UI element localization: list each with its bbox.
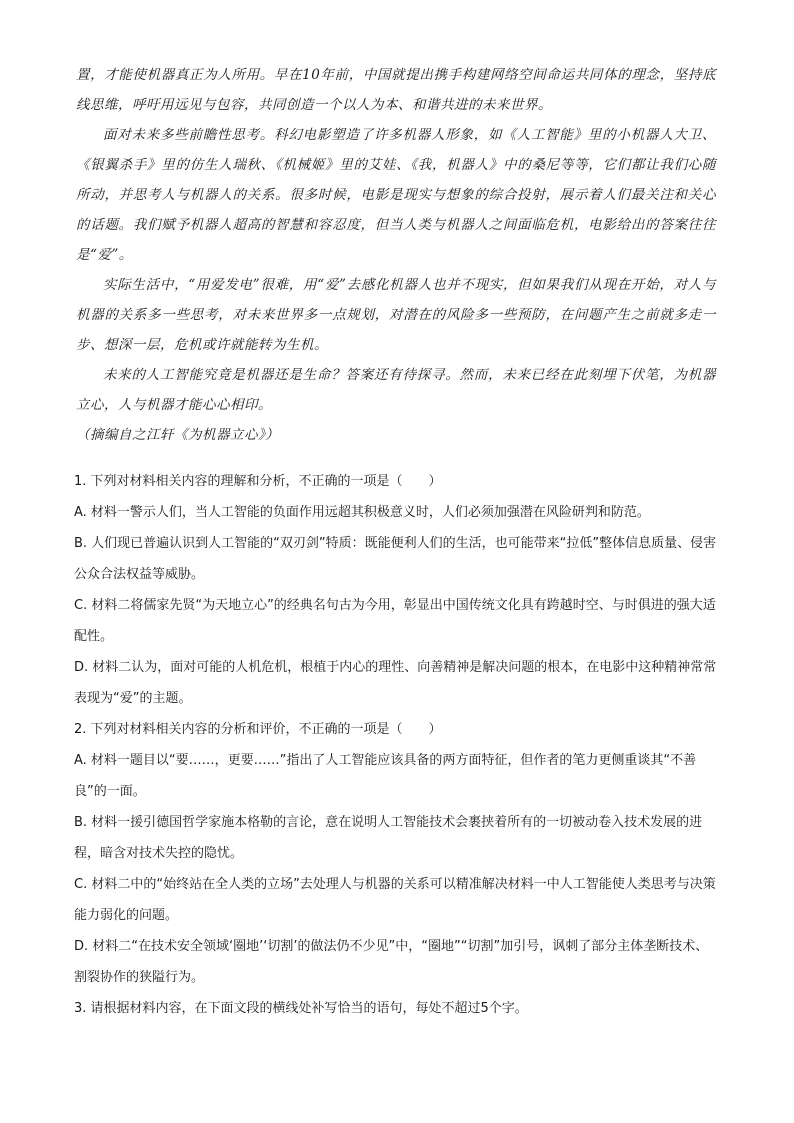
option-c: C. 材料二将儒家先贤“为天地立心”的经典名句古为今用，彰显出中国传统文化具有跨越时空、与时俱进的强大适配性。	[74, 598, 716, 644]
option-b: B. 人们现已普遍认识到人工智能的“双刃剑”特质：既能便利人们的生活，也可能带来“拉低”整体信息质量、侵害公众合法权益等威胁。	[74, 536, 717, 582]
option-d: D. 材料二“在技术安全领域‘圈地’‘切割’的做法仍不少见”中，“圈地”“切割”加引号，讽刺了部分主体垄断技术、割裂协作的狭隘行为。	[74, 939, 709, 985]
option-b: B. 材料一援引德国哲学家施本格勒的言论，意在说明人工智能技术会裹挟着所有的一切被动卷入技术发展的进程，暗含对技术失控的隐忧。	[74, 815, 703, 861]
passage-source: （摘编自之江轩《为机器立心》）	[76, 427, 280, 443]
passage-paragraph: 面对未来多些前瞻性思考。科幻电影塑造了许多机器人形象，如《人工智能》里的小机器人大卫、《银翼杀手》里的仿生人瑞秋、《机械姬》里的艾娃、《我，机器人》中的桑尼等等，它们都让我们心随所动，并思考人与机器人的关系。很多时候，电影是现实与想象的综合投射，展示着人们最关注和关心的话题。我们赋予机器人超高的智慧和容忍度，但当人类与机器人之间面临危机，电影给出的答案往往是“爱”。	[76, 127, 716, 263]
reading-passage	[76, 60, 716, 450]
question-1	[74, 466, 720, 714]
passage-paragraph: 未来的人工智能究竟是机器还是生命？答案还有待探寻。然而，未来已经在此刻埋下伏笔，为机器立心，人与机器才能心心相印。	[76, 367, 716, 413]
option-a: A. 材料一警示人们，当人工智能的负面作用远超其积极意义时，人们必须加强潜在风险研判和防范。	[74, 505, 650, 520]
question-stem: 2. 下列对材料相关内容的分析和评价，不正确的一项是（ ）	[74, 722, 442, 737]
question-stem: 1. 下列对材料相关内容的理解和分析，不正确的一项是（ ）	[74, 474, 442, 489]
question-stem: 3. 请根据材料内容，在下面文段的横线处补写恰当的语句，每处不超过5个字。	[74, 1001, 528, 1016]
question-3	[74, 993, 720, 1024]
question-2	[74, 714, 720, 993]
option-c: C. 材料二中的“始终站在全人类的立场”去处理人与机器的关系可以精准解决材料一中人工智能使人类思考与决策能力弱化的问题。	[74, 877, 716, 923]
passage-paragraph: 实际生活中，“用爱发电”很难，用“爱”去感化机器人也并不现实，但如果我们从现在开始，对人与机器的关系多一些思考，对未来世界多一点规划，对潜在的风险多一些预防，在问题产生之前就多走一步、想深一层，危机或许就能转为生机。	[76, 277, 716, 353]
option-d: D. 材料二认为，面对可能的人机危机，根植于内心的理性、向善精神是解决问题的根本，在电影中这种精神常常表现为“爱”的主题。	[74, 660, 717, 706]
question-section	[74, 466, 720, 1024]
passage-paragraph: 置，才能使机器真正为人所用。早在10年前，中国就提出携手构建网络空间命运共同体的理念，坚持底线思维，呼吁用远见与包容，共同创造一个以人为本、和谐共进的未来世界。	[76, 67, 716, 113]
option-a: A. 材料一题目以“要……，更要……”指出了人工智能应该具备的两方面特征，但作者的笔力更侧重谈其“不善良”的一面。	[74, 753, 697, 799]
